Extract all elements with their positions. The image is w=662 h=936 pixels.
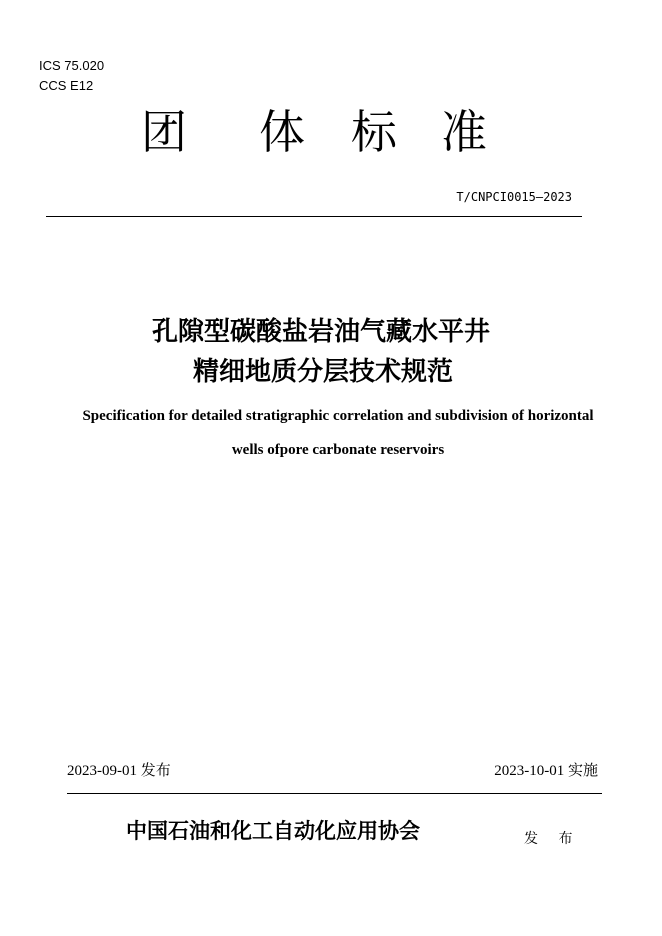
standard-type-char-4: 准: [441, 105, 487, 159]
publisher-name: 中国石油和化工自动化应用协会: [126, 819, 420, 843]
title-chinese-line-1: 孔隙型碳酸盐岩油气藏水平井: [151, 317, 490, 347]
ics-code: ICS 75.020: [39, 58, 105, 73]
standard-type-char-3: 标: [351, 105, 397, 159]
title-chinese-line-2: 精细地质分层技术规范: [192, 357, 453, 387]
implementation-date: 2023-10-01 实施: [494, 763, 598, 779]
header-divider: [46, 216, 582, 217]
issue-date: 2023-09-01 发布: [67, 763, 171, 779]
publish-label: 发 布: [524, 831, 581, 847]
footer-divider: [67, 793, 602, 794]
standard-type-char-2: 体: [259, 105, 305, 159]
title-english-line-2: wells ofpore carbonate reservoirs: [231, 442, 445, 458]
standard-type-heading: [141, 104, 487, 160]
standard-number: T/CNPCI0015—2023: [456, 190, 572, 204]
standard-type-char-1: 团: [141, 105, 187, 159]
title-english-line-1: Specification for detailed stratigraphic correlation and subdivision of horizontal: [82, 408, 594, 424]
ccs-code: CCS E12: [39, 78, 94, 93]
